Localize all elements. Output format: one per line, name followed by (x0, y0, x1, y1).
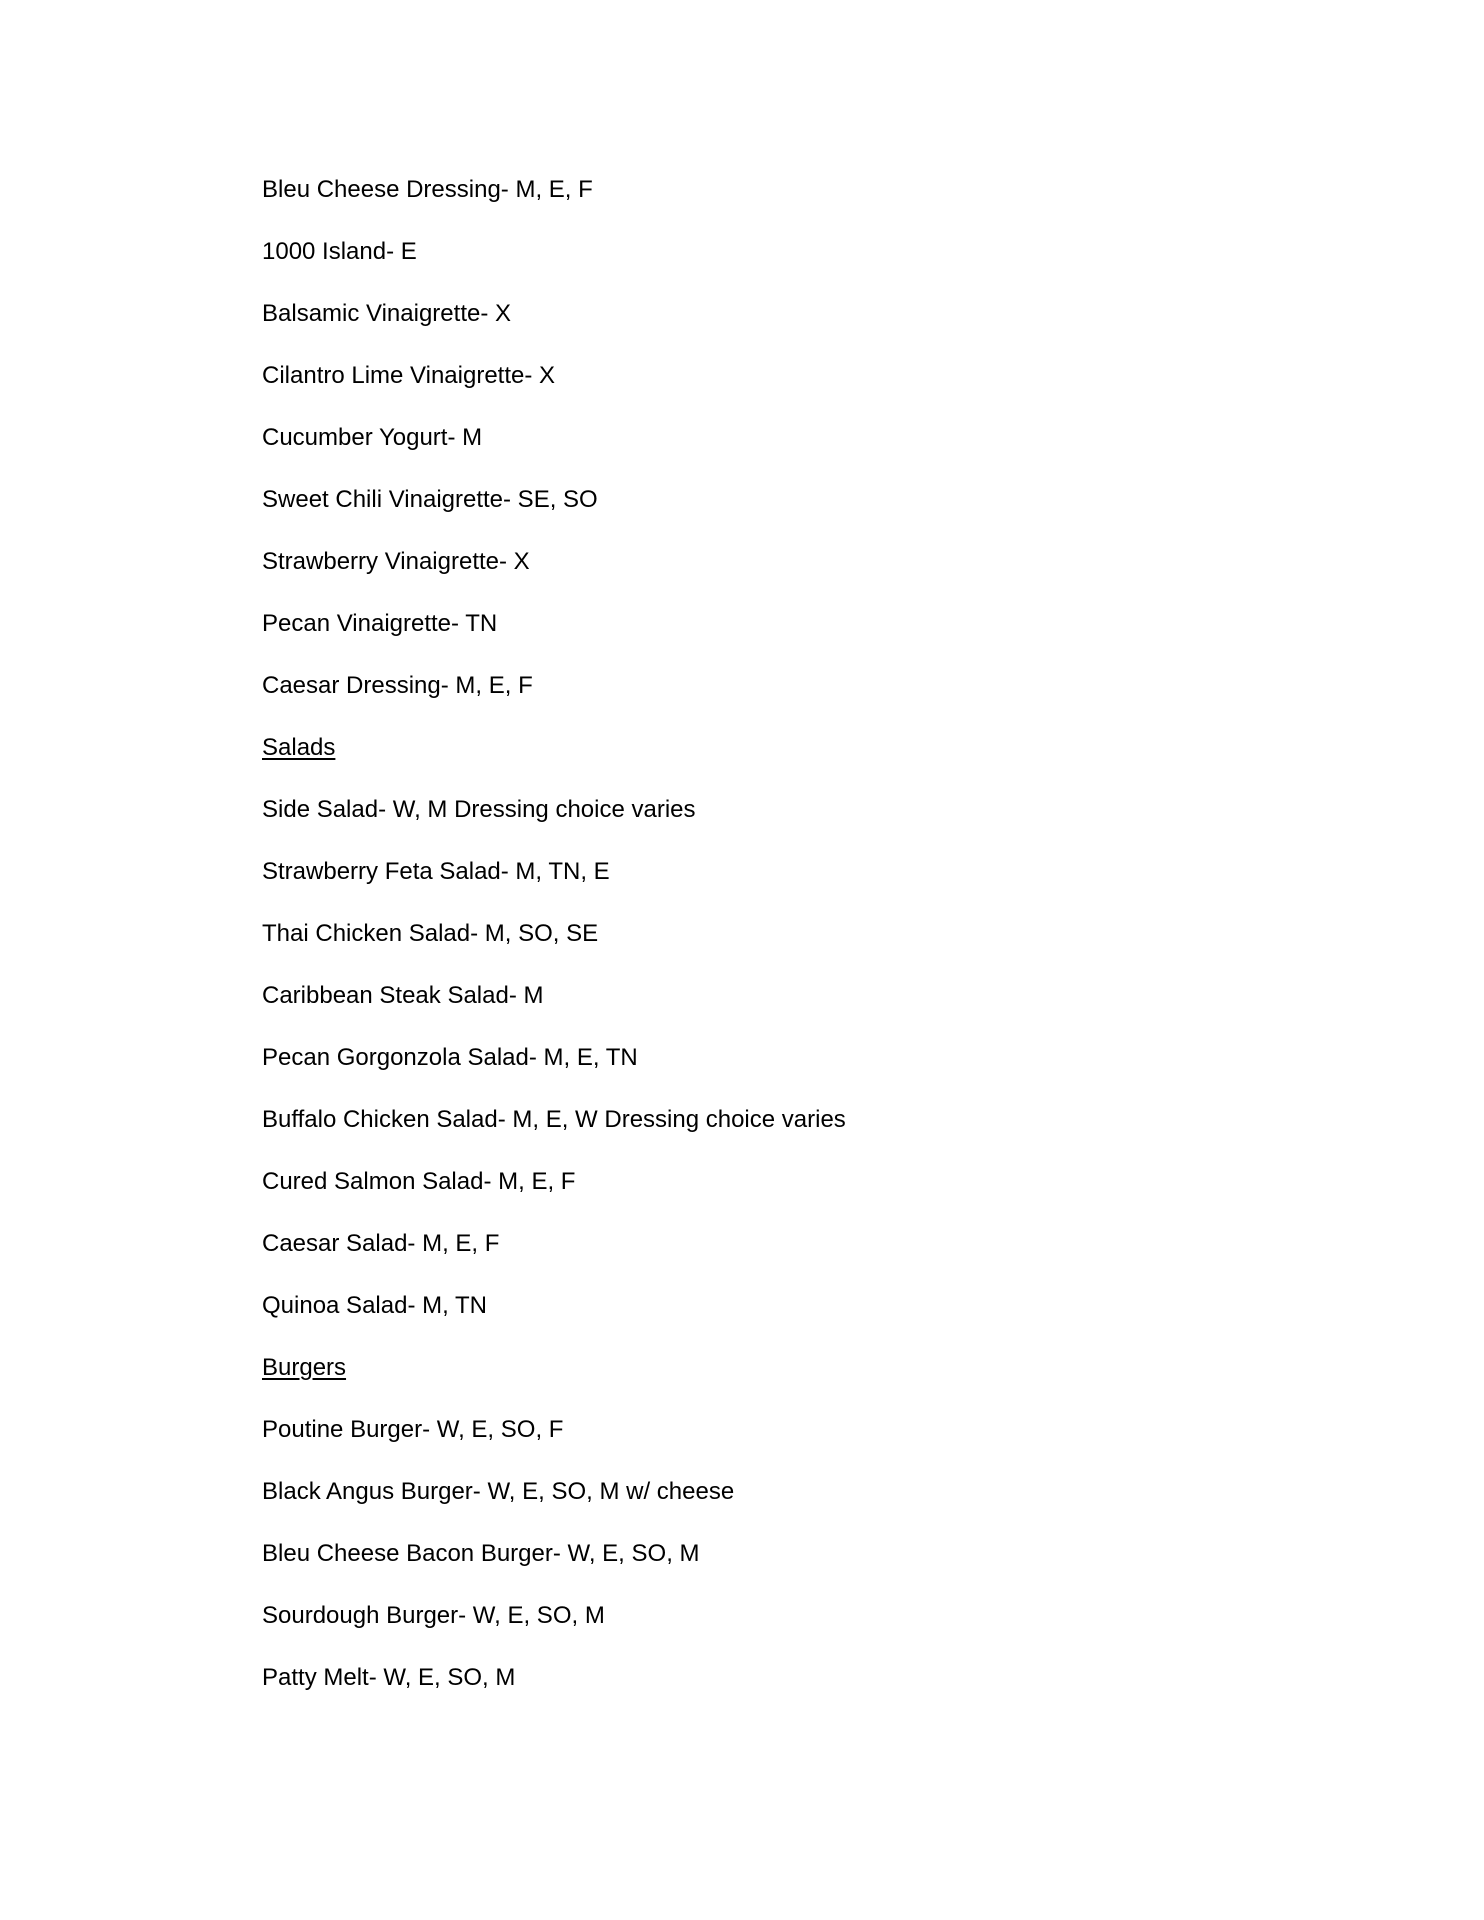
list-item: Buffalo Chicken Salad- M, E, W Dressing choice varies (262, 1106, 846, 1133)
list-item: Quinoa Salad- M, TN (262, 1292, 487, 1319)
list-item: Strawberry Vinaigrette- X (262, 548, 530, 575)
list-item: Caesar Salad- M, E, F (262, 1230, 500, 1257)
list-item: Pecan Gorgonzola Salad- M, E, TN (262, 1044, 638, 1071)
section-heading-text: Burgers (262, 1354, 347, 1381)
list-item: Balsamic Vinaigrette- X (262, 300, 511, 327)
list-item: Thai Chicken Salad- M, SO, SE (262, 920, 599, 947)
list-item: Bleu Cheese Dressing- M, E, F (262, 176, 593, 203)
list-item: Sourdough Burger- W, E, SO, M (262, 1602, 605, 1629)
section-heading-burgers (262, 1348, 1362, 1410)
list-item: Patty Melt- W, E, SO, M (262, 1664, 516, 1691)
list-item: 1000 Island- E (262, 238, 417, 265)
list-item: Bleu Cheese Bacon Burger- W, E, SO, M (262, 1540, 700, 1567)
list-item: Cilantro Lime Vinaigrette- X (262, 362, 556, 389)
document-page (262, 170, 1362, 1720)
list-item: Strawberry Feta Salad- M, TN, E (262, 858, 610, 885)
list-item: Cucumber Yogurt- M (262, 424, 483, 451)
list-item: Sweet Chili Vinaigrette- SE, SO (262, 486, 598, 513)
list-item: Cured Salmon Salad- M, E, F (262, 1168, 576, 1195)
list-item: Poutine Burger- W, E, SO, F (262, 1416, 564, 1443)
list-item: Caesar Dressing- M, E, F (262, 672, 533, 699)
section-heading-text: Salads (262, 734, 336, 761)
list-item: Pecan Vinaigrette- TN (262, 610, 498, 637)
list-item: Black Angus Burger- W, E, SO, M w/ cheese (262, 1478, 735, 1505)
list-item: Caribbean Steak Salad- M (262, 982, 544, 1009)
list-item: Side Salad- W, M Dressing choice varies (262, 796, 696, 823)
section-heading-salads (262, 728, 1362, 790)
